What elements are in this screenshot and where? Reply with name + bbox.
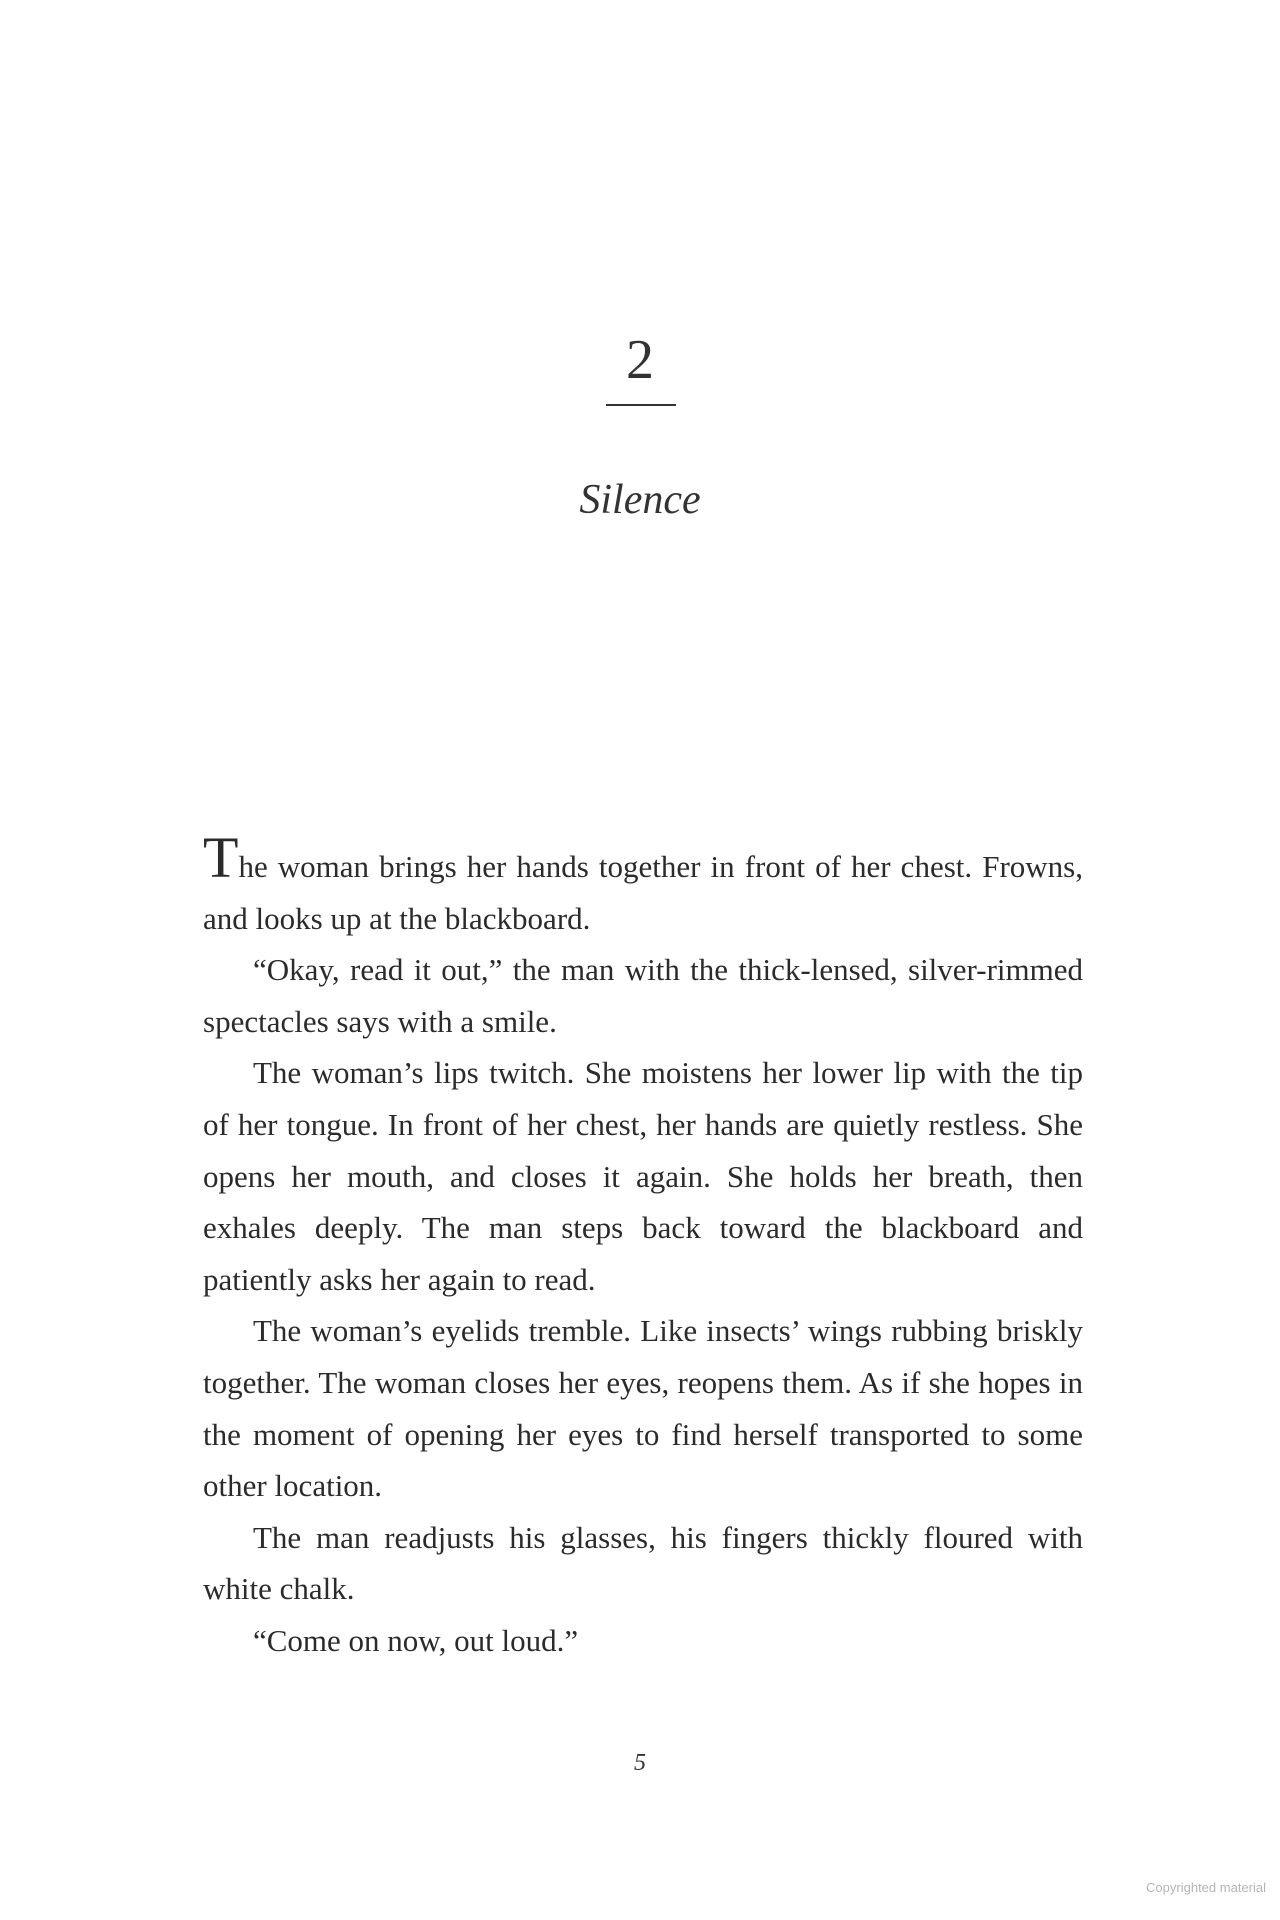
paragraph: “Come on now, out loud.” bbox=[253, 1622, 579, 1658]
paragraph bbox=[203, 825, 1083, 944]
page-number: 5 bbox=[634, 1750, 646, 1776]
chapter-number-underline bbox=[606, 404, 676, 406]
chapter-title: Silence bbox=[579, 477, 701, 523]
chapter-body bbox=[203, 825, 1083, 1667]
paragraph: The man readjusts his glasses, his fingers thickly floured with white chalk. bbox=[203, 1519, 1083, 1607]
drop-cap: T bbox=[203, 825, 239, 890]
paragraph-text: he woman brings her hands together in front of her chest. Frowns, and looks up at the blackboard. bbox=[203, 849, 1083, 936]
chapter-number: 2 bbox=[626, 329, 654, 391]
copyright-notice: Copyrighted material bbox=[1146, 1880, 1266, 1895]
paragraph: “Okay, read it out,” the man with the thick-lensed, silver-rimmed spectacles says with a smile. bbox=[203, 952, 1083, 1039]
paragraph: The woman’s lips twitch. She moistens her lower lip with the tip of her tongue. In front of her chest, her hands are quietly restless. She opens her mouth, and closes it again. She holds her breath, then exhales deeply. The man steps back toward the blackboard and patiently asks her again to read. bbox=[203, 1055, 1083, 1297]
paragraph: The woman’s eyelids tremble. Like insects’ wings rubbing briskly together. The woman closes her eyes, reopens them. As if she hopes in the moment of opening her eyes to find herself transported to some other location. bbox=[203, 1313, 1083, 1504]
